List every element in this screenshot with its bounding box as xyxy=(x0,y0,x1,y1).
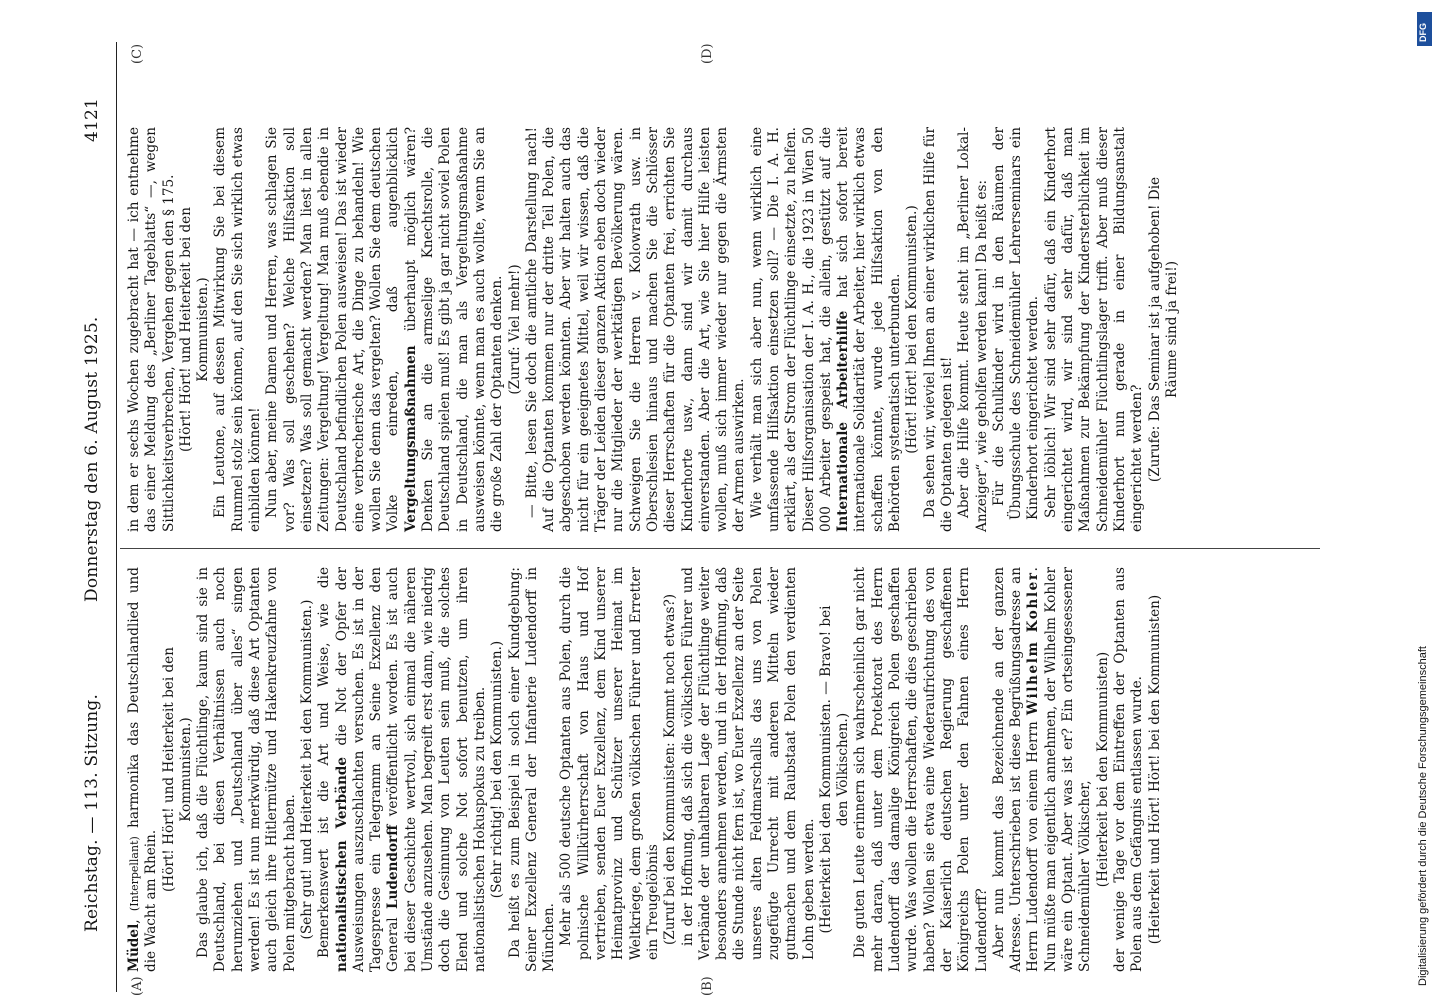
paragraph xyxy=(991,567,1095,972)
paragraph-text: die Not der Opfer der Ausweisungen auszuschlachten versuchen. Es ist in der Tagespresse ein Telegramm an Seine Exzellenz den General xyxy=(333,566,402,972)
paragraph-text: Aber nun kommt das Bezeichnende an der ganzen Adresse. Unterschrieben ist diese Begrüßungsadresse an Herrn Ludendorff von einem Herrn xyxy=(990,567,1042,972)
interjection: (Sehr gut! und Heiterkeit bei den Kommunisten.) xyxy=(298,599,315,940)
margin-mark-a: (A) xyxy=(130,976,145,996)
paragraph: Ein Leutone, auf dessen Mitwirkung Sie bei diesem Rummel stolz sein können, auf den Sie sich wirklich etwas einbilden können! xyxy=(212,127,264,532)
paragraph-text: überhaupt möglich wären? Denken Sie an die armselige Knechtsrolle, die Deutschland spielen muß! Es gibt ja gar nicht soviel Polen in Deutschland, die man als Vergeltungsmaßnahme ausweisen könnte, wenn man es auch wollte, wenn Sie an die große Zahl der Optanten denken. xyxy=(402,127,506,532)
paragraph-text: veröffentlicht worden. Es ist auch bei dieser Geschichte wertvoll, sich einmal die näheren Umstände anzusehen. Man begreift erst dann, wie niedrig doch die Gesinnung von Leuten sein muß, die solches Elend und solche Not sofort benutzen, um ihren nationalistischen Hokuspokus zu treiben. xyxy=(385,567,488,972)
paragraph-text: Wie verhält man sich aber nun, wenn wirklich eine umfassende Hilfsaktion einsetzen soll? — Die I. A. H. erklärt, als der Strom der Flüchtlinge einsetzte, zu helfen. Dieser Hilfsorganisation der I. A. H., die 1923 in Wien 50 000 Arbeiter gespeist hat, die allein, gestützt auf die xyxy=(748,127,834,532)
paragraph: Müdel, (Interpellant) harmonika das Deutschlandlied und die Wacht am Rhein. xyxy=(126,567,160,972)
paragraph: Sehr löblich! Wir sind sehr dafür, daß ein Kinderhort eingerichtet wird, wir sind sehr dafür, daß man Maßnahmen zur Bekämpfung der Kindersterblichkeit im Schneidemühler Flüchtlingslager trifft. Aber muß dieser Kinderhort nun gerade in einer Bildungsanstalt eingerichtet werden? xyxy=(1042,127,1146,532)
paragraph: Aber die Hilfe kommt. Heute steht im „Berliner Lokal-Anzeiger“, wie geholfen werden kann! Da heißt es: xyxy=(956,127,990,532)
dfg-logo-text: DFG xyxy=(1418,23,1428,42)
quote: Mehr als 500 deutsche Optanten aus Polen, durch die polnische Willkürherrschaft von Haus und Hof vertrieben, senden Euer Exzellenz, dem Kind unserer Heimatprovinz und Schützer unserer Heimat im Weltkriege, dem großen völkischen Führer und Erretter ein Treugelöbnis xyxy=(558,567,661,960)
paragraph: der wenige Tage vor dem Eintreffen der Optanten aus Polen aus dem Gefängnis entlassen wurde. xyxy=(1111,567,1146,972)
emphasis: Vergeltungsmaßnahmen xyxy=(402,345,419,532)
emphasis: Internationale Arbeiterhilfe xyxy=(835,310,852,532)
interjection: (Sehr richtig! bei den Kommunisten.) xyxy=(489,640,506,899)
interjection: (Heiterkeit bei den Kommunisten) xyxy=(1094,651,1111,888)
interjection: (Heiterkeit bei den Kommunisten. — Bravo! bei den Völkischen.) xyxy=(817,605,852,934)
column-divider xyxy=(120,548,1320,549)
interjection: (Zuruf bei den Kommunisten: Kommt noch etwas?) xyxy=(662,593,679,946)
dfg-logo xyxy=(1417,12,1432,46)
header-date: Donnerstag den 6. August 1925. xyxy=(82,316,102,602)
margin-mark-b: (B) xyxy=(700,976,715,996)
digitization-credit-strip xyxy=(1416,6,1434,994)
margin-mark-d: (D) xyxy=(700,43,715,64)
running-header xyxy=(80,42,117,992)
paragraph: Das glaube ich, daß die Flüchtlinge, kaum sind sie in Deutschland, bei diesen Verhältnissen auch noch herumziehen und „Deutschland über alles“ singen werden! Es ist nun merkwürdig, daß diese Art Optanten auch gleich ihre Hitlermütze und Hakenkreuzfahne von Polen mitgebracht haben. xyxy=(195,567,298,972)
paragraph: in dem er sechs Wochen zugebracht hat — ich entnehme das einer Meldung des „Berliner Tageblatts“ —, wegen Sittlichkeitsverbrechen, Vergehen gegen den § 175. xyxy=(126,127,177,532)
quote: Für die Schulkinder wird in den Räumen der Übungsschule des Schneidemühler Lehrerseminars ein Kinderhort eingerichtet werden. xyxy=(990,127,1042,520)
paragraph-text: . Nun müßte man eigentlich annehmen, der Wilhelm Kohler wäre ein Optant. Aber was ist er? Ein ortseingesessener Schneidemühler Völkischer, xyxy=(1025,567,1094,972)
digitization-credit: Digitalisierung gefördert durch die Deutsche Forschungsgemeinschaft xyxy=(1417,646,1429,986)
margin-mark-c: (C) xyxy=(130,43,145,64)
emphasis: Ludendorff xyxy=(385,824,402,909)
paragraph: Die guten Leute erinnern sich wahrscheinlich gar nicht mehr daran, daß unter dem Protektorat des Herrn Ludendorff das damalige Königreich Polen geschaffen wurde. Was wollen die Herrschaften, die dies geschrieben haben? Wollen sie etwa eine Wiederaufrichtung des von der Kaiserlich deutschen Regierung geschaffenen Königreichs Polen unter den Fahnen eines Herrn Ludendorff? xyxy=(852,567,990,972)
paragraph: Da heißt es zum Beispiel in solch einer Kundgebung: Seiner Exzellenz General der Infanterie Ludendorff in München. xyxy=(506,567,558,972)
paragraph xyxy=(264,127,506,532)
speaker-name: Müdel xyxy=(126,923,142,972)
paragraph xyxy=(316,567,489,972)
interjection: (Hört! Hört! und Heiterkeit bei den Kommunisten.) xyxy=(177,207,212,452)
document-page xyxy=(80,42,1380,996)
paragraph xyxy=(749,127,905,532)
paragraph-text: hat sich sofort bereit internationale Solidarität der Arbeiter, hier wirklich etwas schaffen könnte, wurde jede Hilfsaktion von den Behörden systematisch unterbunden. xyxy=(835,127,904,532)
interjection: (Zurufe: Das Seminar ist ja aufgehoben! Die Räume sind ja frei!) xyxy=(1146,176,1180,483)
interjection: (Heiterkeit und Hört! Hört! bei den Kommunisten) xyxy=(1146,594,1163,945)
paragraph-text: Bemerkenswert ist die Art und Weise, wie die xyxy=(316,567,333,958)
left-column xyxy=(126,567,1164,972)
paragraph: Da sehen wir, wieviel Ihnen an einer wirklichen Hilfe für die Optanten gelegen ist! xyxy=(921,127,955,532)
speaker-role: (Interpellant) xyxy=(128,836,141,912)
quote: in der Hoffnung, daß sich die völkischen Führer und Verbände der unhaltbaren Lage der Flüchtlinge weiter besonders annehmen werden, und in der Hoffnung, daß die Stunde nicht fern ist, wo Euer Exzellenz an der Seite unseres alten Feldmarschalls das uns von Polen zugefügte Unrecht mit anderen Mitteln wieder gutmachen und dem Raubstaat Polen den verdienten Lohn geben werden. xyxy=(679,567,817,960)
page-number: 4121 xyxy=(82,97,102,142)
paragraph: — Bitte, lesen Sie doch die amtliche Darstellung nach! Auf die Optanten kommen nur der dritte Teil Polen, die abgeschoben werden könnten. Aber wir halten auch das nicht für ein geeignetes Mittel, weil wir wissen, daß die Träger der Leiden dieser ganzen Aktion eben doch wieder nur die Mitglieder der werktätigen Bevölkerung wären. Schweigen Sie die Herren v. Kolowrath usw. in Oberschlesien hinaus und machen Sie die Schlösser dieser Herrschaften für die Optanten frei, errichten Sie Kinderhorte usw., dann sind wir damit durchaus einverstanden. Aber die Art, wie Sie hier Hilfe leisten wollen, muß sich immer wieder nur gegen die Ärmsten der Armen auswirken. xyxy=(523,127,748,532)
emphasis: Wilhelm Kohler xyxy=(1025,571,1042,716)
emphasis: nationalistischen Verbände xyxy=(333,756,350,972)
paragraph-text: harmonika das Deutschlandlied und die Wacht am Rhein. xyxy=(126,567,160,972)
header-left: Reichstag. — 113. Sitzung. xyxy=(82,693,102,932)
paragraph-text: Nun aber, meine Damen und Herren, was schlagen Sie vor? Was soll geschehen? Welche Hilfsaktion soll einsetzen? Was soll gemacht werden? Man liest in allen Zeitungen: Vergeltung! Vergeltung! Man muß ebendie in Deutschland befindlichen Polen ausweisen! Das ist wieder eine verbrecherische Art, die Dinge zu behandeln! Wie wollen Sie denn das vergelten? Wollen Sie dem deutschen Volke einreden, daß augenblicklich xyxy=(264,127,402,532)
interjection: (Hört! Hört! bei den Kommunisten.) xyxy=(904,205,921,454)
interjection: (Hört! Hört! und Heiterkeit bei den Kommunisten.) xyxy=(160,647,194,892)
interjection: (Zuruf: Viel mehr!) xyxy=(506,264,523,395)
right-column xyxy=(126,127,1181,532)
